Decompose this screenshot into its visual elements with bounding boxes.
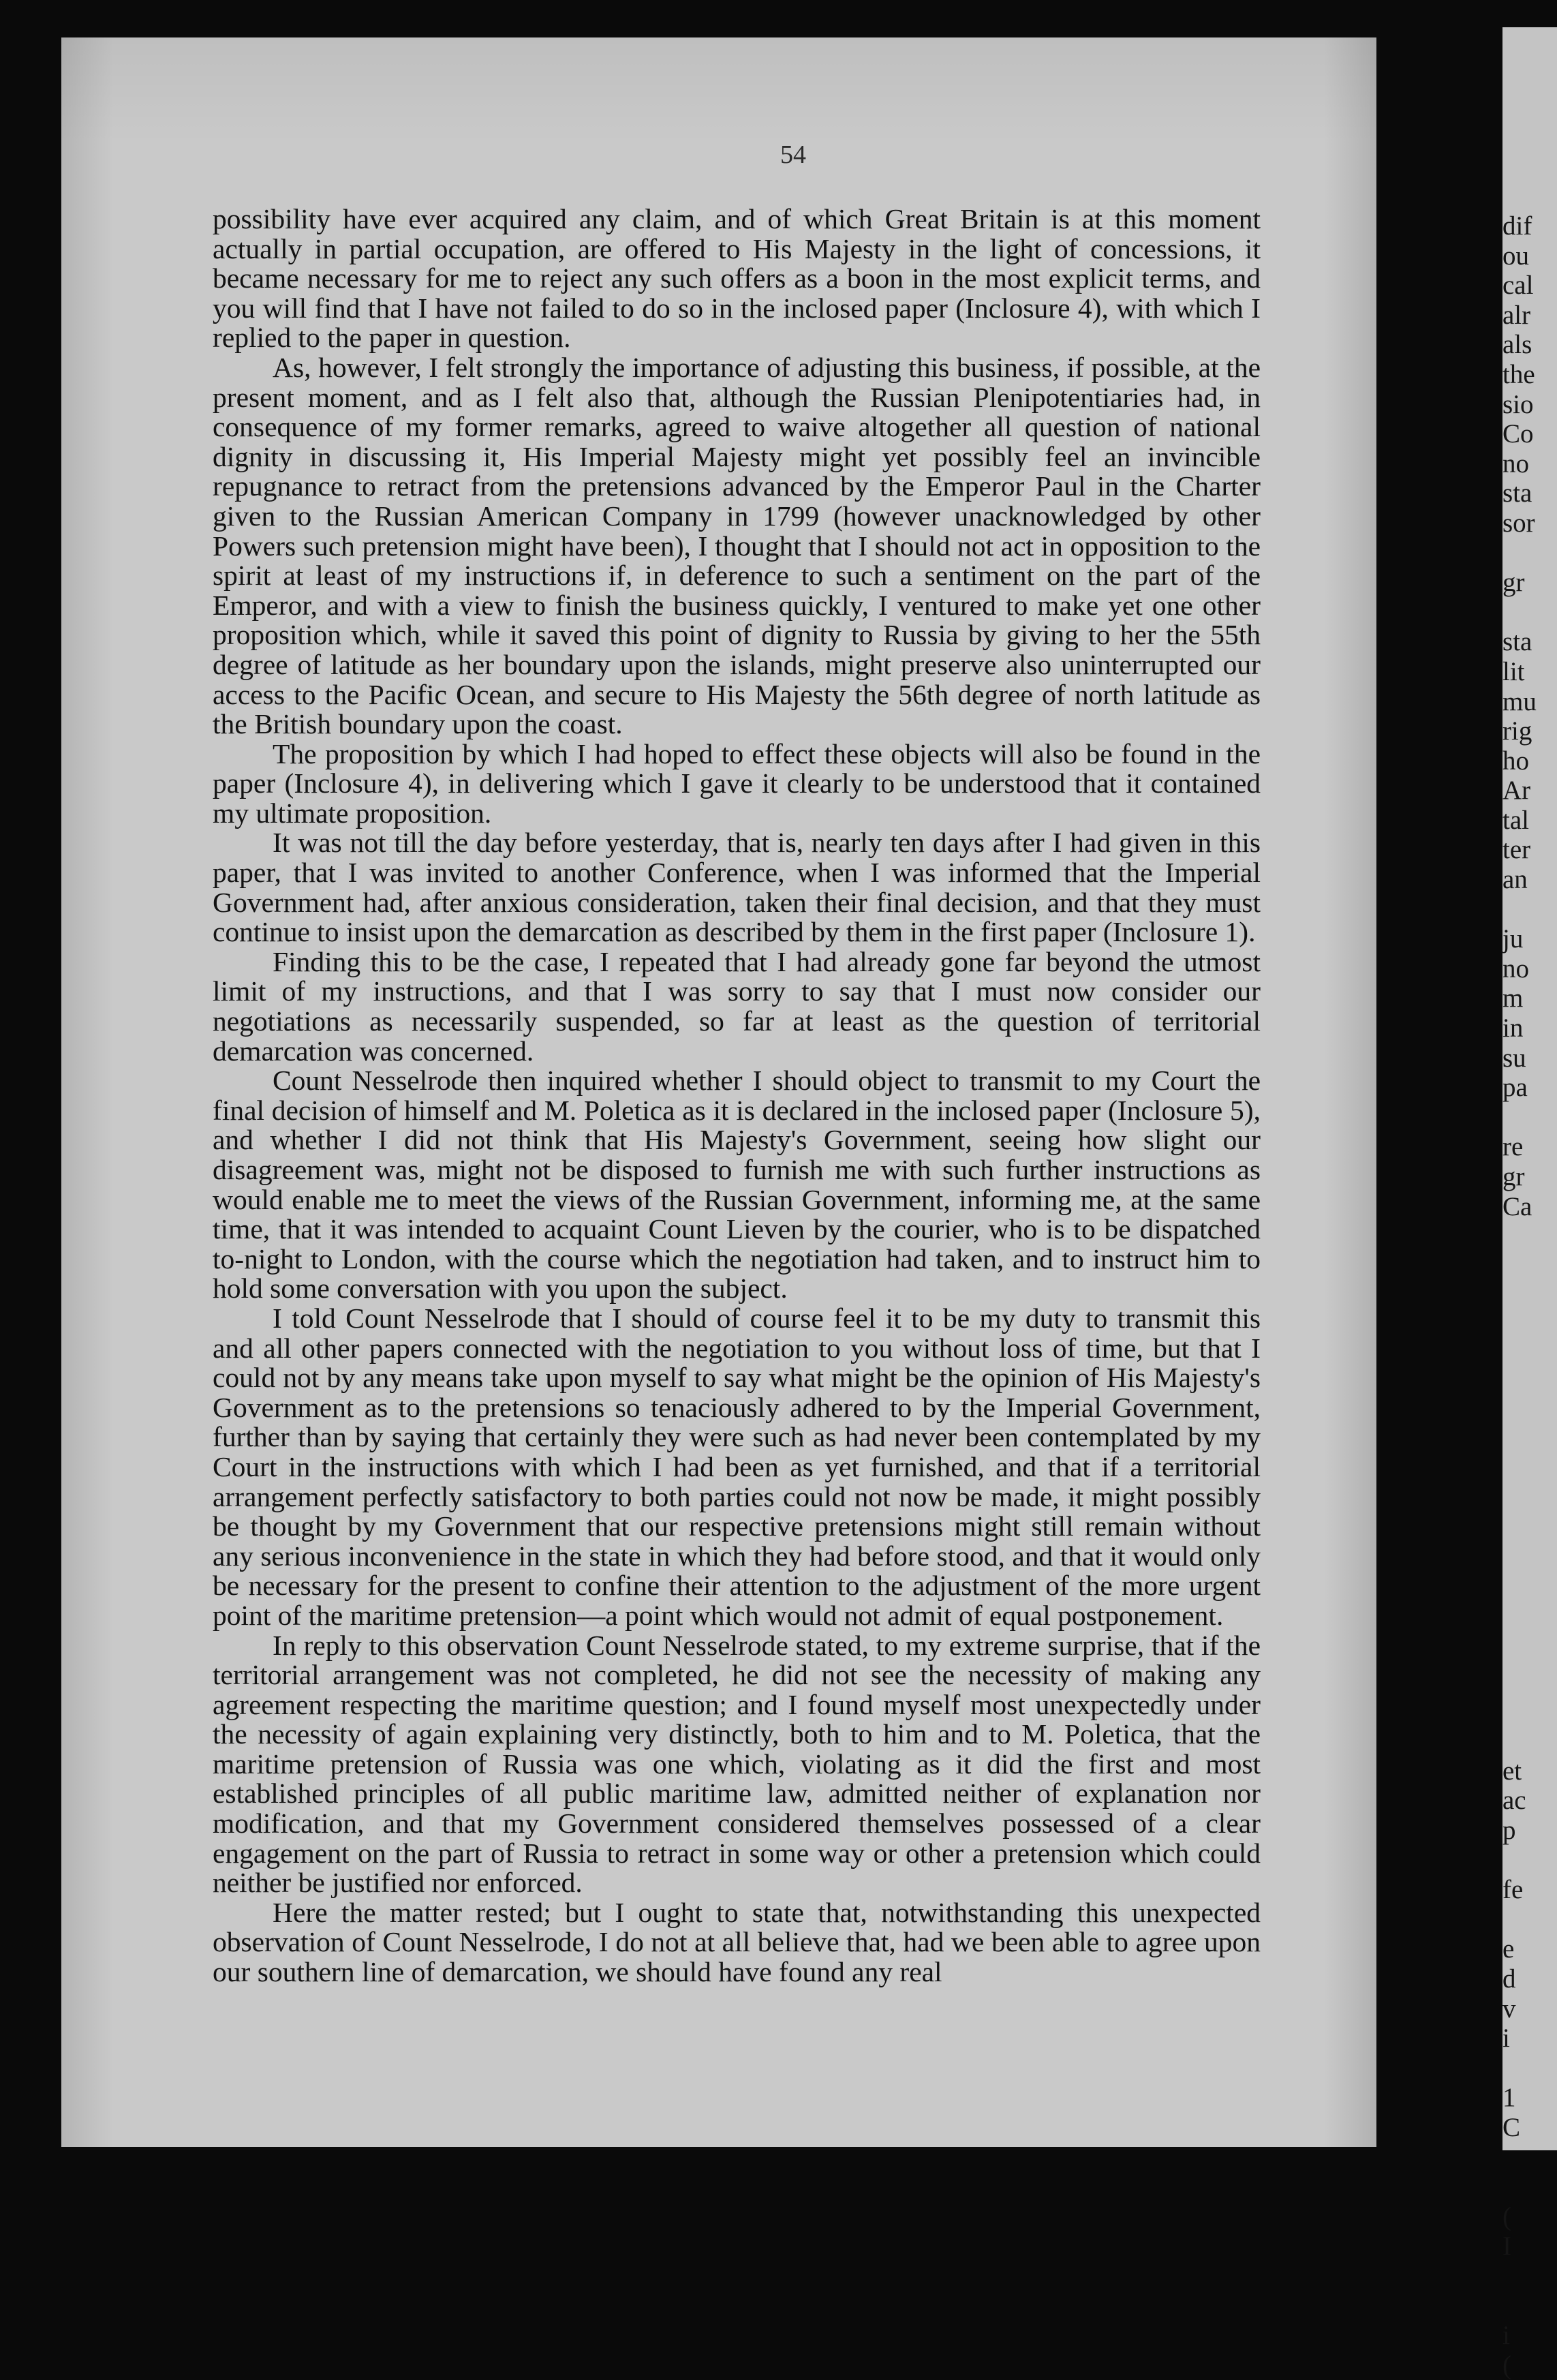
body-text bbox=[213, 204, 1261, 1987]
paragraph: As, however, I felt strongly the importance of adjusting this business, if possible, at the present moment, and as I felt also that, although the Russian Plenipotentiaries had, in consequence of my former remarks, agreed to waive altogether all question of national dignity in discussing it, His Imperial Majesty might yet possibly feel an invincible repugnance to retract from the pretensions advanced by the Emperor Paul in the Charter given to the Russian American Company in 1799 (however unacknowledged by other Powers such pretension might have been), I thought that I should not act in opposition to the spirit at least of my instructions if, in deference to such a sentiment on the part of the Emperor, and with a view to finish the business quickly, I ventured to make yet one other proposition which, while it saved this point of dignity to Russia by giving to her the 55th degree of latitude as her boundary upon the islands, might preserve also uninterrupted our access to the Pacific Ocean, and secure to His Majesty the 56th degree of north latitude as the British boundary upon the coast. bbox=[213, 351, 1261, 740]
paragraph: The proposition by which I had hoped to effect these objects will also be found in the paper (Inclosure 4), in delivering which I gave it clearly to be understood that it contained my ultimate proposition. bbox=[213, 737, 1261, 829]
paragraph: I told Count Nesselrode that I should of course feel it to be my duty to transmit this and all other papers connected with the negotiation to you without loss of time, but that I could not by any means take upon myself to say what might be the opinion of His Majesty's Government as to the pretensions so tenaciously adhered to by the Imperial Government, further than by saying that certainly they were such as had never been contemplated by my Court in the instructions with which I had been as yet furnished, and that if a territorial arrangement perfectly satisfactory to both parties could not now be made, it might possibly be thought by my Government that our respective pretensions might still remain without any serious inconvenience in the state in which they had before stood, and that it would only be necessary for the present to confine their attention to the adjustment of the more urgent point of the maritime pretension—a point which would not admit of equal postponement. bbox=[213, 1302, 1261, 1631]
paragraph: In reply to this observation Count Nesselrode stated, to my extreme surprise, that if the territorial arrangement was not completed, he did not see the necessity of making any agreement respecting the maritime question; and I found myself most unexpectedly under the necessity of again explaining very distinctly, both to him and to M. Poletica, that the maritime pretension of Russia was one which, violating as it did the first and most established principles of all public maritime law, admitted neither of explanation nor modification, and that my Government considered themselves possessed of a clear engagement on the part of Russia to retract in some way or other a pretension which could neither be justified nor enforced. bbox=[213, 1629, 1261, 1899]
paragraph-final: Here the matter rested; but I ought to state that, notwithstanding this unexpected observation of Count Nesselrode, I do not at all believe that, had we been able to agree upon our southern line of demarcation, we should have found any real bbox=[213, 1896, 1261, 1988]
paragraph-continuation: possibility have ever acquired any claim, and of which Great Britain is at this moment actually in partial occupation, are offered to His Majesty in the light of concessions, it became necessary for me to reject any such offers as a boon in the most explicit terms, and you will find that I have not failed to do so in the inclosed paper (Inclosure 4), with which I replied to the paper in question. bbox=[213, 203, 1261, 354]
paragraph: Count Nesselrode then inquired whether I should object to transmit to my Court the final decision of himself and M. Poletica as it is declared in the inclosed paper (Inclosure 5), and whether I did not think that His Majesty's Government, seeing how slight our disagreement was, might not be disposed to furnish me with such further instructions as would enable me to meet the views of the Russian Government, informing me, at the same time, that it was intended to acquaint Count Lieven by the courier, who is to be dispatched to-night to London, with the course which the negotiation had taken, and to instruct him to hold some conversation with you upon the subject. bbox=[213, 1065, 1261, 1305]
paragraph: It was not till the day before yesterday, that is, nearly ten days after I had given in this paper, that I was invited to another Conference, when I was informed that the Imperial Government had, after anxious consideration, taken their final decision, and that they must continue to insist upon the demarcation as described by them in the first paper (Inclosure 1). bbox=[213, 827, 1261, 948]
paragraph: Finding this to be the case, I repeated that I had already gone far beyond the utmost limit of my instructions, and that I was sorry to say that I must now consider our negotiations as necessarily suspended, so far at least as the question of territorial demarcation was concerned. bbox=[213, 945, 1261, 1067]
facing-page-edge bbox=[1502, 27, 1557, 2380]
page-number: 54 bbox=[780, 140, 806, 169]
facing-page-fragments: dif ou cal alr als the sio Co no sta sor gr sta lit mu rig ho Ar tal ter an ju no m in su pa re gr Ca et ac p fe e d v i 1 C ( I i ( bbox=[1502, 211, 1537, 2380]
